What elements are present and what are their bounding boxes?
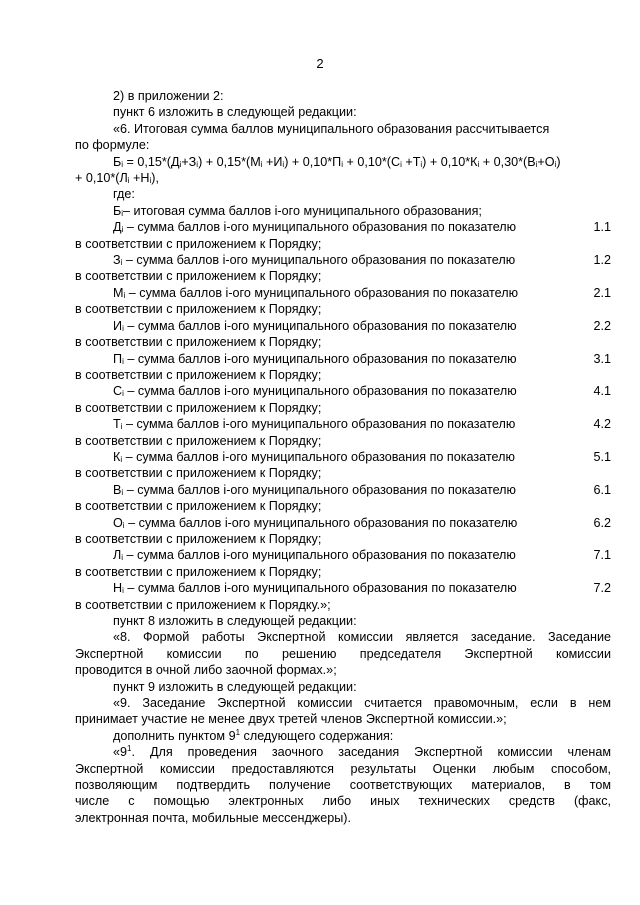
indicator-number: 6.2 [593, 515, 611, 530]
indicator-item [75, 252, 611, 268]
formula-line-2: + $0,10*(Л_i +Н_i)$, [75, 171, 159, 186]
indicator-number: 6.1 [593, 482, 611, 497]
indicator-item [75, 383, 611, 399]
indicator-definition: $П_i$ – сумма баллов i-ого муниципального образования по показателю [113, 351, 517, 366]
intro-line-4: по формуле: [75, 138, 150, 153]
indicator-definition: $С_i$ – сумма баллов i-ого муниципального образования по показателю [113, 384, 517, 399]
indicator-definition: $В_i$ – сумма баллов i-ого муниципального образования по показателю [113, 482, 516, 497]
indicator-definition: $М_i$ – сумма баллов i-ого муниципального образования по показателю [113, 285, 519, 300]
indicator-definition: $Н_i$ – сумма баллов i-ого муниципального образования по показателю [113, 581, 517, 596]
indicator-suffix: в соответствии с приложением к Порядку; [75, 531, 322, 546]
indicator-item [75, 515, 611, 531]
intro-line-2: пункт 6 изложить в следующей редакции: [113, 105, 357, 120]
indicator-number: 1.1 [593, 220, 611, 235]
indicator-item [75, 219, 611, 235]
definition-b: $Б_i-$ итоговая сумма баллов i-ого муниципального образования; [113, 203, 482, 218]
indicator-definition: $З_i$ – сумма баллов i-ого муниципального образования по показателю [113, 253, 516, 268]
indicator-number: 7.2 [593, 581, 611, 596]
indicator-suffix: в соответствии с приложением к Порядку; [75, 236, 322, 251]
indicator-definition: $Л_i$ – сумма баллов i-ого муниципального образования по показателю [113, 548, 516, 563]
p8-intro: пункт 8 изложить в следующей редакции: [113, 614, 357, 628]
indicator-suffix: в соответствии с приложением к Порядку; [75, 499, 322, 514]
indicator-item [75, 285, 611, 301]
p9-intro: пункт 9 изложить в следующей редакции: [113, 679, 357, 694]
document-body [75, 88, 611, 826]
indicator-suffix: в соответствии с приложением к Порядку; [75, 433, 322, 448]
where-label: где: [113, 187, 135, 202]
p8-line-2: Экспертной комиссии по решению председателя Экспертной комиссии [75, 646, 611, 661]
p91-intro: дополнить пунктом $9^1$ следующего содержания: [113, 727, 394, 743]
indicator-suffix: в соответствии с приложением к Порядку; [75, 269, 322, 284]
formula-line-1: $Б_i = 0,15*(Д_i+З_i) + 0,15*(М_i +И_i) + 0,10*П_i + 0,10*(С_i +Т_i) + 0,10*К_i + 0,30*(В_i+О_i)$ [113, 154, 561, 169]
p91-line-1: «$9^1$. Для проведения заочного заседания Экспертной комиссии членам [113, 744, 611, 760]
indicator-suffix: в соответствии с приложением к Порядку; [75, 335, 322, 350]
p91-line-2: Экспертной комиссии предоставляются результаты Оценки любым способом, [75, 761, 611, 776]
p91-line-3: позволяющим подтвердить получение соответствующих материалов, в том [75, 778, 611, 793]
indicator-number: 3.1 [593, 351, 611, 366]
indicator-number: 1.2 [593, 253, 611, 268]
indicator-number: 2.1 [593, 285, 611, 300]
p8-line-3: проводится в очной либо заочной формах.»; [75, 663, 337, 678]
indicator-item [75, 351, 611, 367]
indicator-number: 2.2 [593, 318, 611, 333]
indicator-number: 7.1 [593, 548, 611, 563]
indicator-item [75, 580, 611, 596]
p91-line-4: числе с помощью электронных либо иных технических средств (факс, [75, 794, 611, 809]
indicator-suffix: в соответствии с приложением к Порядку; [75, 400, 322, 415]
indicator-item [75, 318, 611, 334]
indicator-suffix: в соответствии с приложением к Порядку; [75, 466, 322, 481]
intro-line-3: «6. Итоговая сумма баллов муниципального образования рассчитывается [113, 121, 550, 136]
indicator-definition: $И_i$ – сумма баллов i-ого муниципального образования по показателю [113, 318, 517, 333]
page-number: 2 [316, 56, 324, 71]
indicator-item [75, 547, 611, 563]
p9-line-1: «9. Заседание Экспертной комиссии считается правомочным, если в нем [113, 696, 611, 711]
indicator-suffix: в соответствии с приложением к Порядку; [75, 302, 322, 317]
p9-line-2: принимает участие не менее двух третей членов Экспертной комиссии.»; [75, 712, 507, 727]
indicator-item [75, 416, 611, 432]
indicator-definition: $Д_i$ – сумма баллов i-ого муниципального образования по показателю [113, 220, 517, 235]
indicator-suffix: в соответствии с приложением к Порядку.»; [75, 597, 331, 612]
indicator-item [75, 449, 611, 465]
indicator-number: 4.2 [593, 417, 611, 432]
indicator-suffix: в соответствии с приложением к Порядку; [75, 367, 322, 382]
intro-line-1: 2) в приложении 2: [113, 89, 224, 103]
indicator-suffix: в соответствии с приложением к Порядку; [75, 564, 322, 579]
indicator-definition: $К_i$ – сумма баллов i-ого муниципального образования по показателю [113, 449, 515, 464]
indicator-number: 4.1 [593, 384, 611, 399]
indicator-definition: $О_i$ – сумма баллов i-ого муниципального образования по показателю [113, 515, 518, 530]
p91-line-5: электронная почта, мобильные мессенджеры). [75, 810, 351, 825]
p8-line-1: «8. Формой работы Экспертной комиссии является заседание. Заседание [113, 630, 611, 645]
indicator-definition: $Т_i$ – сумма баллов i-ого муниципального образования по показателю [113, 417, 516, 432]
indicator-item [75, 482, 611, 498]
indicator-list [75, 219, 611, 613]
indicator-number: 5.1 [593, 449, 611, 464]
